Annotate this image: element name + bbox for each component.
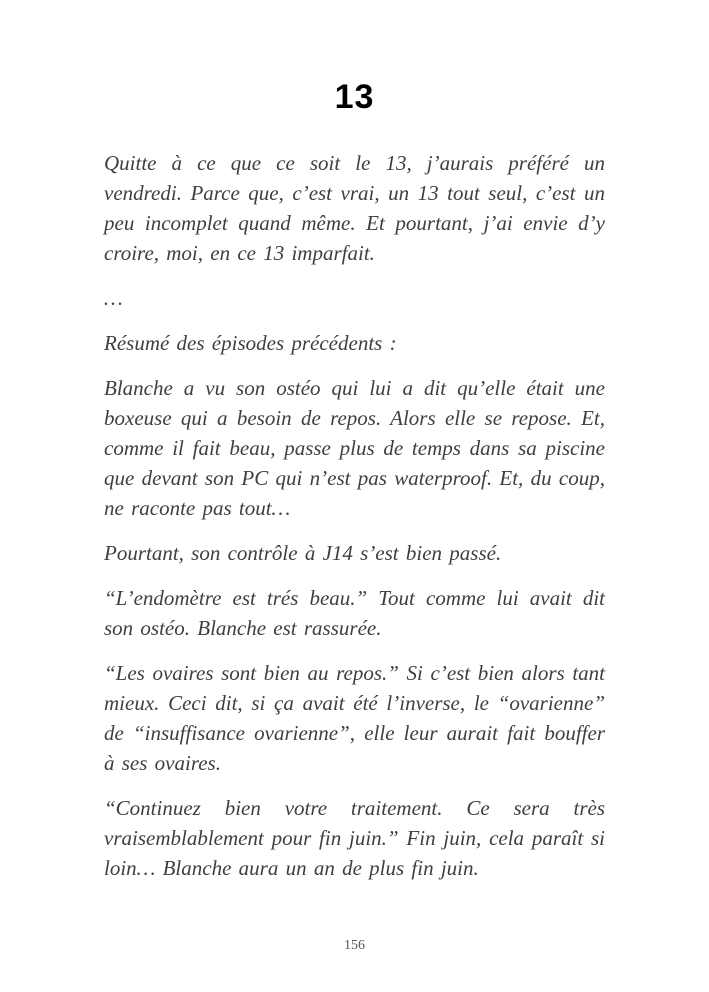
paragraph-controle: Pourtant, son contrôle à J14 s’est bien passé. xyxy=(104,541,502,565)
page-number: 156 xyxy=(344,938,365,953)
paragraph-resume-heading: Résumé des épisodes précédents : xyxy=(104,331,397,355)
paragraph-endometre: “L’endomètre est trés beau.” Tout comme lui avait dit son ostéo. Blanche est rassurée. xyxy=(104,586,605,640)
paragraph-resume-body: Blanche a vu son ostéo qui lui a dit qu’elle était une boxeuse qui a besoin de repos. Alors elle se repose. Et, comme il fait beau, passe plus de temps dans sa piscine que devant son PC qui n’est pas waterproof. Et, du coup, ne raconte pas tout… xyxy=(104,376,605,520)
paragraph-ovaires: “Les ovaires sont bien au repos.” Si c’est bien alors tant mieux. Ceci dit, si ça avait été l’inverse, le “ovarienne” de “insuffisance ovarienne”, elle leur aurait fait bouffer à ses ovaires. xyxy=(104,661,605,775)
page-body xyxy=(104,148,605,883)
paragraph-traitement: “Continuez bien votre traitement. Ce sera très vraisemblablement pour fin juin.” Fin juin, cela paraît si loin… Blanche aura un an de plus fin juin. xyxy=(104,796,605,880)
chapter-heading: 13 xyxy=(334,78,375,116)
paragraph-intro: Quitte à ce que ce soit le 13, j’aurais préféré un vendredi. Parce que, c’est vrai, un 13 tout seul, c’est un peu incomplet quand même. Et pourtant, j’ai envie d’y croire, moi, en ce 13 imparfait. xyxy=(104,151,605,265)
paragraph-ellipsis: … xyxy=(104,286,123,310)
